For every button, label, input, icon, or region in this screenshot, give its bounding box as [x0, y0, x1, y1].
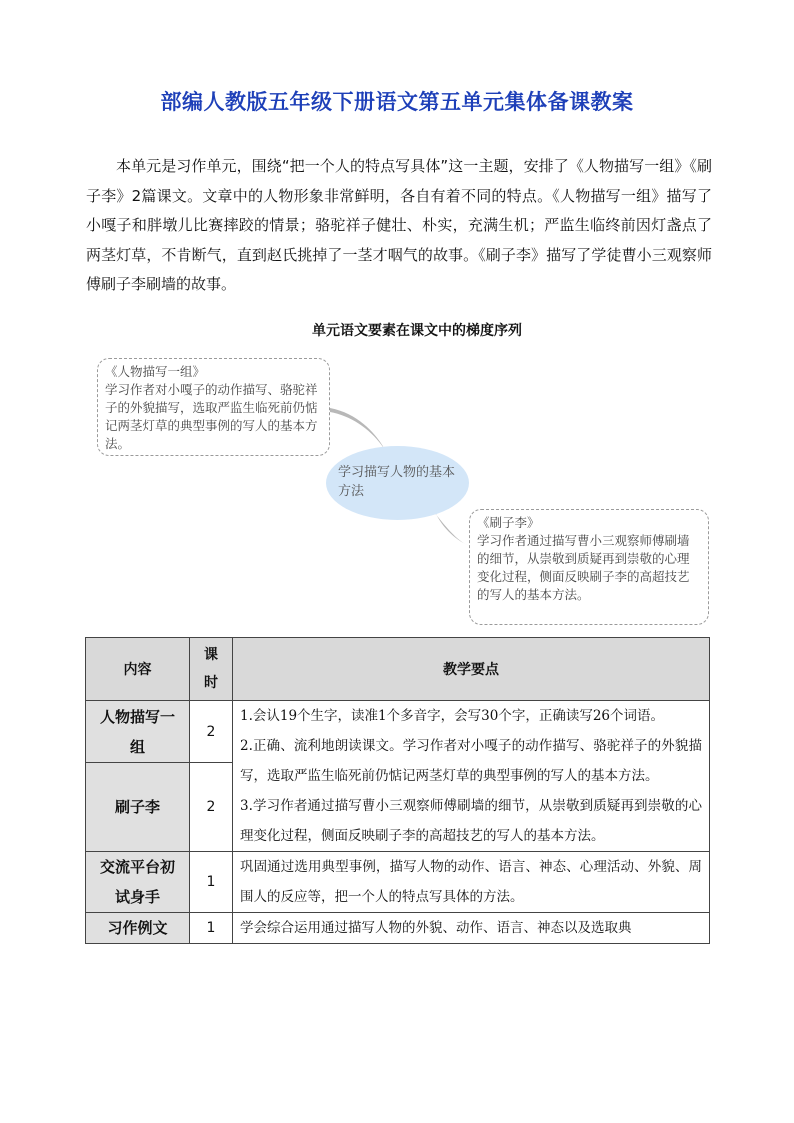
row-name: 人物描写一组 — [86, 701, 190, 763]
card-heading: 《刷子李》 — [477, 515, 540, 530]
diagram-title: 单元语文要素在课文中的梯度序列 — [312, 323, 522, 339]
row-points: 巩固通过选用典型事例，描写人物的动作、语言、神态、心理活动、外貌、周围人的反应等，把一个人的特点写具体的方法。 — [233, 852, 710, 913]
table-row — [86, 701, 710, 763]
header-points: 教学要点 — [233, 638, 710, 701]
row-name: 刷子李 — [86, 763, 190, 852]
intro-paragraph: 本单元是习作单元，围绕“把一个人的特点写具体”这一主题，安排了《人物描写一组》《刷子李》2篇课文。文章中的人物形象非常鲜明，各自有着不同的特点。《人物描写一组》描写了小嘎子和胖墩儿比赛摔跤的情景；骆驼祥子健壮、朴实，充满生机；严监生临终前因灯盏点了两茎灯草，不肯断气，直到赵氏挑掉了一茎才咽气的故事。《刷子李》描写了学徒曹小三观察师傅刷子李刷墙的故事。 — [86, 157, 712, 293]
card-heading: 《人物描写一组》 — [105, 364, 206, 379]
mindmap-card-people-description — [97, 358, 330, 456]
point-1: 1.会认19个生字，读准1个多音字，会写30个字，正确读写26个词语。 — [240, 708, 665, 724]
row-points: 学会综合运用通过描写人物的外貌、动作、语言、神态以及选取典 — [233, 913, 710, 944]
merged-teaching-points — [233, 701, 710, 852]
header-hours: 课时 — [190, 638, 233, 701]
point-2: 2.正确、流利地朗读课文。学习作者对小嘎子的动作描写、骆驼祥子的外貌描写，选取严监生临死前仍惦记两茎灯草的典型事例的写人的基本方法。 — [240, 738, 702, 784]
table-row — [86, 852, 710, 913]
connector-left — [330, 408, 385, 450]
lesson-plan-table — [85, 637, 710, 944]
header-content: 内容 — [86, 638, 190, 701]
document-title: 部编人教版五年级下册语文第五单元集体备课教案 — [160, 90, 634, 114]
point-3: 3.学习作者通过描写曹小三观察师傅刷墙的细节，从崇敬到质疑再到崇敬的心理变化过程，侧面反映刷子李的高超技艺的写人的基本方法。 — [240, 798, 702, 844]
row-hours: 2 — [190, 763, 233, 852]
table-row — [86, 913, 710, 944]
row-hours: 2 — [190, 701, 233, 763]
mindmap-center-node: 学习描写人物的基本方法 — [326, 446, 469, 520]
table-header-row — [86, 638, 710, 701]
row-hours: 1 — [190, 852, 233, 913]
row-name: 习作例文 — [86, 913, 190, 944]
row-hours: 1 — [190, 913, 233, 944]
row-name: 交流平台初试身手 — [86, 852, 190, 913]
mindmap-card-shuazili — [469, 509, 709, 625]
card-text: 学习作者对小嘎子的动作描写、骆驼祥子的外貌描写，选取严监生临死前仍惦记两茎灯草的典型事例的写人的基本方法。 — [105, 382, 318, 451]
card-text: 学习作者通过描写曹小三观察师傅刷墙的细节，从崇敬到质疑再到崇敬的心理变化过程，侧面反映刷子李的高超技艺的写人的基本方法。 — [477, 533, 690, 602]
